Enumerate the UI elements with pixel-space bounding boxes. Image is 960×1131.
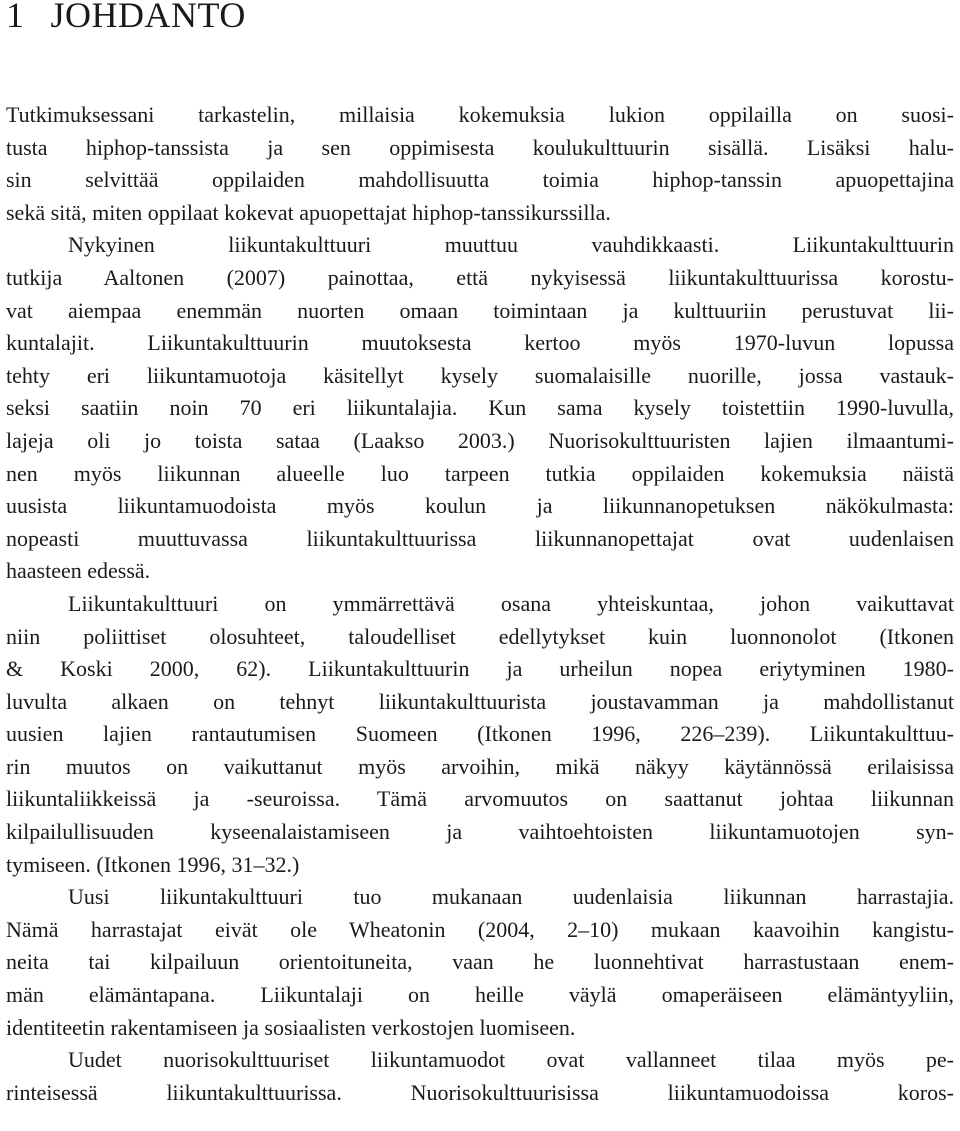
text-line: rin muutos on vaikuttanut myös arvoihin, mikä näkyy käytännössä erilaisissa [6, 753, 954, 779]
text-line: Tutkimuksessani tarkastelin, millaisia kokemuksia lukion oppilailla on suosi- [6, 102, 954, 127]
text-line: luvulta alkaen on tehnyt liikuntakulttuurista joustavamman ja mahdollistanut [6, 688, 954, 714]
text-line: uusien lajien rantautumisen Suomeen (Itkonen 1996, 226–239). Liikuntakulttuu- [6, 721, 954, 747]
text-line: vat aiempaa enemmän nuorten omaan toimintaan ja kulttuuriin perustuvat lii- [6, 297, 954, 323]
text-line: Nämä harrastajat eivät ole Wheatonin (2004, 2–10) mukaan kaavoihin kangistu- [6, 916, 954, 942]
text-line: tutkija Aaltonen (2007) painottaa, että nykyisessä liikuntakulttuurissa korostu- [6, 264, 954, 290]
text-line: sekä sitä, miten oppilaat kokevat apuopettajat hiphop-tanssikurssilla. [6, 199, 611, 225]
text-line: kuntalajit. Liikuntakulttuurin muutoksesta kertoo myös 1970-luvun lopussa [6, 330, 954, 356]
text-line: seksi saatiin noin 70 eri liikuntalajia. Kun sama kysely toistettiin 1990-luvulla, [6, 395, 954, 421]
text-line: tehty eri liikuntamuotoja käsitellyt kysely suomalaisille nuorille, jossa vastauk- [6, 362, 954, 388]
text-line: män elämäntapana. Liikuntalaji on heille väylä omaperäiseen elämäntyyliin, [6, 982, 954, 1008]
text-line: tymiseen. (Itkonen 1996, 31–32.) [6, 851, 300, 877]
chapter-heading [6, 0, 246, 36]
chapter-number: 1 [6, 0, 25, 35]
text-line: sin selvittää oppilaiden mahdollisuutta toimia hiphop-tanssin apuopettajina [6, 167, 954, 193]
text-line: uusista liikuntamuodoista myös koulun ja liikunnanopetuksen näkökulmasta: [6, 493, 954, 519]
text-line: haasteen edessä. [6, 558, 151, 584]
text-line: Nykyinen liikuntakulttuuri muuttuu vauhdikkaasti. Liikuntakulttuurin [68, 232, 954, 258]
text-line: lajeja oli jo toista sataa (Laakso 2003.) Nuorisokulttuuristen lajien ilmaantumi- [6, 427, 954, 453]
text-line: tusta hiphop-tanssista ja sen oppimisesta koulukulttuurin sisällä. Lisäksi halu- [6, 134, 954, 160]
text-line: liikuntaliikkeissä ja -seuroissa. Tämä arvomuutos on saattanut johtaa liikunnan [6, 786, 954, 812]
text-line: neita tai kilpailuun orientoituneita, vaan he luonnehtivat harrastustaan enem- [6, 949, 954, 975]
text-line: nopeasti muuttuvassa liikuntakulttuurissa liikunnanopettajat ovat uudenlaisen [6, 525, 954, 551]
text-line: nen myös liikunnan alueelle luo tarpeen tutkia oppilaiden kokemuksia näistä [6, 460, 954, 486]
text-line: kilpailullisuuden kyseenalaistamiseen ja vaihtoehtoisten liikuntamuotojen syn- [6, 819, 954, 845]
chapter-title: JOHDANTO [50, 0, 246, 35]
text-line: rinteisessä liikuntakulttuurissa. Nuorisokulttuurisissa liikuntamuodoissa koros- [6, 1079, 954, 1105]
text-line: & Koski 2000, 62). Liikuntakulttuurin ja urheilun nopea eriytyminen 1980- [6, 656, 954, 682]
text-line: identiteetin rakentamiseen ja sosiaalisten verkostojen luomiseen. [6, 1014, 576, 1040]
text-line: Liikuntakulttuuri on ymmärrettävä osana yhteiskuntaa, johon vaikuttavat [68, 590, 954, 616]
text-line: Uudet nuorisokulttuuriset liikuntamuodot ovat vallanneet tilaa myös pe- [68, 1047, 954, 1073]
text-line: Uusi liikuntakulttuuri tuo mukanaan uudenlaisia liikunnan harrastajia. [68, 884, 954, 910]
text-line: niin poliittiset olosuhteet, taloudelliset edellytykset kuin luonnonolot (Itkonen [6, 623, 954, 649]
body-text [6, 99, 954, 1109]
